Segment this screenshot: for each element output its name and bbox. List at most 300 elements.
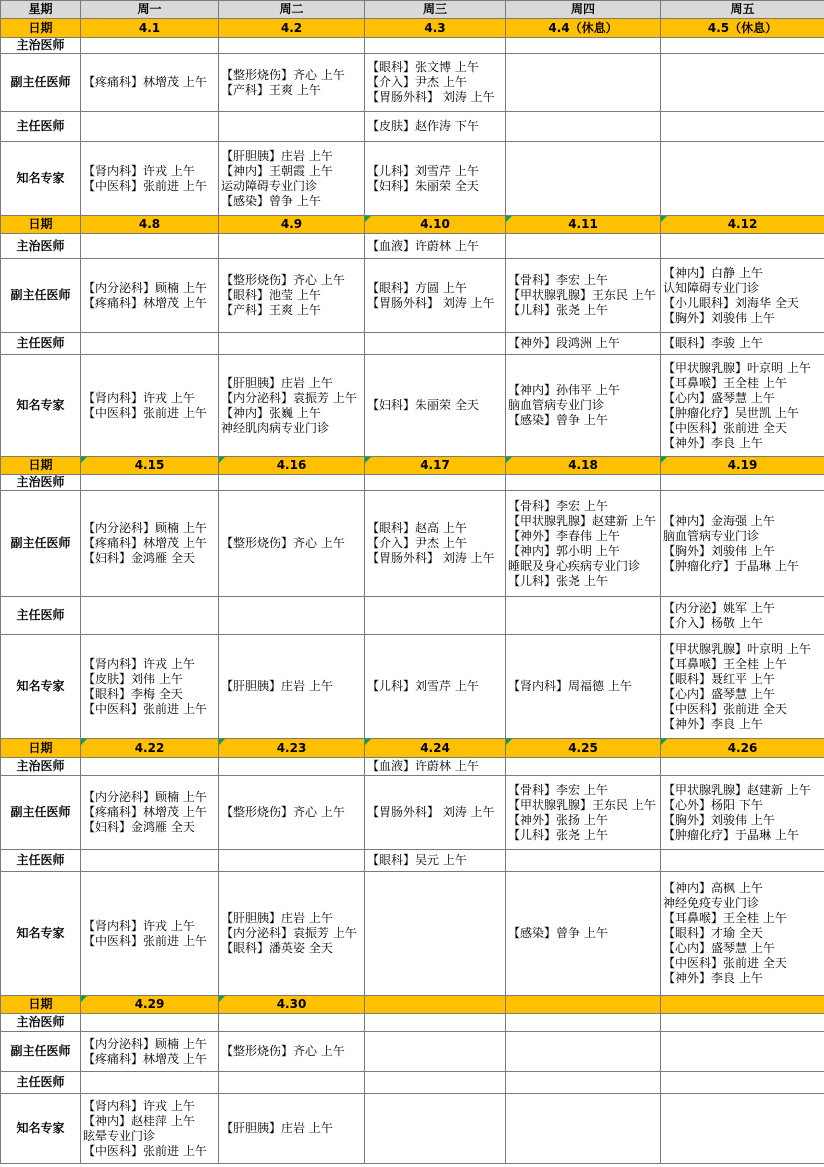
schedule-cell — [219, 1014, 365, 1032]
doctor-level-row — [1, 475, 824, 491]
date-cell — [365, 739, 506, 758]
clinic-entry: 【神内】张巍 上午 — [221, 405, 321, 420]
schedule-cell — [81, 333, 219, 355]
schedule-cell — [365, 758, 506, 776]
date-cell — [661, 996, 824, 1014]
doctor-level-row — [1, 758, 824, 776]
clinic-entry: 【介入】尹杰 上午 — [367, 536, 467, 550]
schedule-cell — [661, 1014, 824, 1032]
schedule-cell — [219, 1072, 365, 1094]
date-text: 4.3 — [424, 20, 446, 35]
date-text: 4.10 — [420, 217, 450, 231]
clinic-entry: 【感染】曾争 上午 — [508, 926, 608, 940]
schedule-cell — [365, 259, 506, 333]
doctor-level-label: 副主任医师 — [1, 1032, 81, 1072]
schedule-cell — [81, 38, 219, 54]
doctor-level-label: 知名专家 — [1, 635, 81, 739]
clinic-entry: 【甲状腺乳腺】叶京明 上午 — [663, 641, 811, 656]
schedule-cell — [506, 1014, 661, 1032]
clinic-entry: 【肝胆胰】庄岩 上午 — [221, 679, 333, 693]
date-cell — [365, 457, 506, 475]
clinic-entry: 【胸外】刘骏伟 上午 — [663, 812, 775, 827]
schedule-cell — [661, 38, 824, 54]
clinic-entry: 【耳鼻喉】王全桂 上午 — [663, 375, 787, 390]
date-text: 4.18 — [568, 458, 598, 472]
schedule-cell — [661, 142, 824, 216]
clinic-entry: 【神内】金海强 上午 — [663, 513, 775, 528]
date-text: 4.29 — [134, 997, 165, 1011]
schedule-cell — [219, 112, 365, 142]
doctor-level-row — [1, 1072, 824, 1094]
date-text: 4.25 — [568, 740, 598, 755]
schedule-cell — [219, 54, 365, 112]
date-row — [1, 996, 824, 1014]
schedule-cell — [506, 491, 661, 597]
clinic-entry: 【神内】白静 上午 — [663, 265, 763, 280]
clinic-entry: 【儿科】刘雪芹 上午 — [367, 163, 479, 178]
clinic-entry: 【肿瘤化疗】吴世凯 上午 — [663, 405, 799, 420]
clinic-entry: 【眼科】吴元 上午 — [367, 853, 467, 867]
clinic-entry: 【心外】杨阳 下午 — [663, 797, 763, 812]
clinic-entry: 【中医科】张前进 上午 — [83, 701, 207, 716]
clinic-entry: 【疼痛科】林增茂 上午 — [83, 1051, 207, 1066]
doctor-level-row — [1, 1014, 824, 1032]
schedule-cell — [219, 850, 365, 872]
clinic-entry: 【整形烧伤】齐心 上午 — [221, 67, 345, 82]
clinic-entry: 【神外】李良 上午 — [663, 435, 763, 450]
schedule-cell — [81, 850, 219, 872]
clinic-entry: 【内分泌科】袁振芳 上午 — [221, 926, 357, 940]
date-row — [1, 457, 824, 475]
doctor-level-row — [1, 597, 824, 635]
date-text: 4.26 — [727, 740, 758, 755]
schedule-cell — [506, 112, 661, 142]
schedule-cell — [506, 635, 661, 739]
schedule-cell — [506, 1072, 661, 1094]
clinic-entry: 【眼科】池莹 上午 — [221, 288, 321, 302]
clinic-entry: 【感染】曾争 上午 — [221, 193, 321, 208]
clinic-entry: 【儿科】张尧 上午 — [508, 827, 608, 842]
weekday-wednesday: 周三 — [365, 1, 506, 19]
clinic-entry: 【神内】赵桂萍 上午 — [83, 1113, 195, 1128]
date-cell — [506, 19, 661, 38]
schedule-cell — [81, 54, 219, 112]
clinic-entry: 【中医科】张前进 全天 — [663, 956, 787, 970]
clinic-entry: 【介入】杨敬 上午 — [663, 615, 763, 630]
date-cell — [81, 457, 219, 475]
comment-marker-icon — [365, 457, 371, 463]
clinic-entry: 脑血管病专业门诊 — [663, 528, 760, 543]
clinic-entry: 【骨科】李宏 上午 — [508, 782, 608, 797]
clinic-entry: 【内分泌科】顾楠 上午 — [83, 790, 207, 804]
schedule-cell — [219, 259, 365, 333]
schedule-cell — [219, 142, 365, 216]
schedule-cell — [661, 259, 824, 333]
doctor-level-row — [1, 1094, 824, 1164]
schedule-cell — [81, 491, 219, 597]
clinic-entry: 【中医科】张前进 上午 — [83, 933, 207, 948]
clinic-entry: 神经免疫专业门诊 — [663, 896, 760, 910]
date-cell — [81, 996, 219, 1014]
schedule-cell — [81, 597, 219, 635]
doctor-level-label: 知名专家 — [1, 1094, 81, 1164]
doctor-level-label: 主任医师 — [1, 112, 81, 142]
clinic-entry: 【甲状腺乳腺】赵建新 上午 — [508, 513, 656, 528]
clinic-entry: 【肝胆胰】庄岩 上午 — [221, 911, 333, 925]
schedule-cell — [506, 850, 661, 872]
doctor-level-row — [1, 142, 824, 216]
clinic-entry: 【甲状腺乳腺】王东民 上午 — [508, 797, 656, 812]
clinic-entry: 【眼科】聂红平 上午 — [663, 671, 775, 686]
doctor-level-row — [1, 1032, 824, 1072]
clinic-entry: 【中医科】张前进 全天 — [663, 420, 787, 435]
date-text: 4.30 — [276, 997, 307, 1011]
date-cell — [365, 216, 506, 234]
schedule-cell — [506, 597, 661, 635]
schedule-cell — [219, 758, 365, 776]
date-row — [1, 19, 824, 38]
clinic-entry: 【儿科】张尧 上午 — [508, 303, 608, 317]
doctor-level-label: 副主任医师 — [1, 491, 81, 597]
date-row-label: 日期 — [1, 457, 81, 475]
schedule-cell — [661, 872, 824, 996]
comment-marker-icon — [219, 739, 225, 745]
clinic-entry: 【介入】尹杰 上午 — [367, 75, 467, 89]
schedule-cell — [506, 142, 661, 216]
schedule-cell — [219, 38, 365, 54]
date-text: 4.16 — [276, 458, 307, 472]
schedule-cell — [219, 1094, 365, 1164]
schedule-cell — [81, 112, 219, 142]
schedule-cell — [81, 475, 219, 491]
clinic-entry: 【皮肤】刘伟 上午 — [83, 671, 183, 686]
date-cell — [219, 739, 365, 758]
clinic-entry: 【胃肠外科】 刘涛 上午 — [367, 295, 495, 310]
weekday-tuesday: 周二 — [219, 1, 365, 19]
date-text: 4.17 — [420, 458, 450, 472]
clinic-entry: 【神外】李春伟 上午 — [508, 528, 620, 543]
date-text: 4.22 — [134, 740, 165, 755]
clinic-entry: 【疼痛科】林增茂 上午 — [83, 536, 207, 550]
schedule-cell — [661, 1072, 824, 1094]
clinic-entry: 【儿科】刘雪芹 上午 — [367, 679, 479, 693]
clinic-entry: 【中医科】张前进 上午 — [83, 1143, 207, 1158]
date-cell — [365, 996, 506, 1014]
doctor-level-row — [1, 259, 824, 333]
schedule-cell — [365, 475, 506, 491]
clinic-entry: 【心内】盛琴慧 上午 — [663, 686, 775, 701]
schedule-cell — [219, 635, 365, 739]
doctor-level-row — [1, 776, 824, 850]
date-text: 4.23 — [276, 740, 307, 755]
schedule-cell — [661, 355, 824, 457]
date-text: 4.2 — [280, 20, 303, 35]
schedule-cell — [506, 1032, 661, 1072]
doctor-level-label: 主任医师 — [1, 597, 81, 635]
schedule-cell — [365, 38, 506, 54]
clinic-entry: 【神外】张扬 上午 — [508, 812, 608, 827]
comment-marker-icon — [219, 996, 225, 1002]
date-cell — [661, 739, 824, 758]
doctor-level-label: 主任医师 — [1, 1072, 81, 1094]
clinic-entry: 【整形烧伤】齐心 上午 — [221, 805, 345, 819]
doctor-level-label: 主治医师 — [1, 234, 81, 259]
clinic-entry: 【小儿眼科】刘海华 全天 — [663, 295, 799, 310]
clinic-entry: 【眼科】李骏 上午 — [663, 336, 763, 350]
clinic-entry: 【胃肠外科】 刘涛 上午 — [367, 805, 495, 819]
doctor-level-label: 知名专家 — [1, 872, 81, 996]
clinic-entry: 【感染】曾争 上午 — [508, 413, 608, 427]
clinic-entry: 【神外】段鸿洲 上午 — [508, 336, 620, 350]
clinic-entry: 【中医科】张前进 上午 — [83, 405, 207, 420]
schedule-cell — [506, 54, 661, 112]
schedule-cell — [81, 259, 219, 333]
schedule-cell — [661, 1094, 824, 1164]
schedule-cell — [661, 54, 824, 112]
comment-marker-icon — [81, 996, 87, 1002]
weekday-header-row — [1, 1, 824, 19]
schedule-cell — [661, 758, 824, 776]
comment-marker-icon — [661, 457, 667, 463]
clinic-entry: 【妇科】金鸿雁 全天 — [83, 820, 195, 834]
date-text: 4.15 — [134, 458, 165, 472]
clinic-entry: 【甲状腺乳腺】赵建新 上午 — [663, 782, 811, 797]
schedule-cell — [81, 142, 219, 216]
clinic-entry: 【胸外】刘骏伟 上午 — [663, 543, 775, 558]
clinic-entry: 【肾内科】许戎 上午 — [83, 1098, 195, 1113]
clinic-entry: 【神外】李良 上午 — [663, 971, 763, 985]
schedule-cell — [661, 597, 824, 635]
clinic-entry: 【肾内科】周福德 上午 — [508, 679, 632, 693]
weekday-header-label: 星期 — [1, 1, 81, 19]
schedule-cell — [81, 776, 219, 850]
clinic-entry: 【妇科】朱丽荣 全天 — [367, 178, 479, 193]
date-row — [1, 739, 824, 758]
clinic-entry: 【甲状腺乳腺】叶京明 上午 — [663, 360, 811, 375]
doctor-level-label: 知名专家 — [1, 142, 81, 216]
schedule-cell — [365, 355, 506, 457]
comment-marker-icon — [506, 216, 512, 222]
clinic-entry: 【内分泌科】顾楠 上午 — [83, 280, 207, 295]
clinic-entry: 【眼科】李梅 全天 — [83, 686, 183, 701]
comment-marker-icon — [661, 739, 667, 745]
clinic-entry: 【眼科】才瑜 全天 — [663, 926, 763, 940]
comment-marker-icon — [661, 216, 667, 222]
date-text: 4.24 — [420, 740, 450, 755]
comment-marker-icon — [506, 457, 512, 463]
date-text: 4.1 — [138, 20, 161, 35]
schedule-cell — [661, 234, 824, 259]
clinic-entry: 【肾内科】许戎 上午 — [83, 390, 195, 405]
clinic-entry: 【肾内科】许戎 上午 — [83, 918, 195, 933]
clinic-entry: 【耳鼻喉】王全桂 上午 — [663, 911, 787, 925]
doctor-level-row — [1, 234, 824, 259]
clinic-entry: 【肾内科】许戎 上午 — [83, 163, 195, 178]
schedule-cell — [506, 259, 661, 333]
date-cell — [219, 996, 365, 1014]
doctor-level-label: 主治医师 — [1, 475, 81, 491]
schedule-body — [1, 1, 824, 1164]
doctor-level-row — [1, 333, 824, 355]
clinic-entry: 【胸外】刘骏伟 上午 — [663, 310, 775, 325]
date-text: 4.9 — [280, 217, 303, 231]
clinic-entry: 【整形烧伤】齐心 上午 — [221, 536, 345, 550]
clinic-entry: 【疼痛科】林增茂 上午 — [83, 805, 207, 819]
date-text: 4.4（休息） — [548, 20, 618, 35]
date-cell — [81, 216, 219, 234]
date-text: 4.5（休息） — [707, 20, 778, 35]
date-row-label: 日期 — [1, 739, 81, 758]
clinic-entry: 【血液】许蔚林 上午 — [367, 238, 479, 253]
schedule-cell — [219, 355, 365, 457]
clinic-entry: 【神内】孙伟平 上午 — [508, 383, 620, 397]
schedule-cell — [506, 38, 661, 54]
clinic-entry: 【血液】许蔚林 上午 — [367, 759, 479, 773]
date-cell — [506, 996, 661, 1014]
schedule-cell — [506, 234, 661, 259]
clinic-entry: 【肾内科】许戎 上午 — [83, 656, 195, 671]
date-cell — [661, 216, 824, 234]
schedule-cell — [506, 872, 661, 996]
clinic-entry: 认知障碍专业门诊 — [663, 280, 760, 295]
clinic-entry: 【胃肠外科】 刘涛 上午 — [367, 551, 495, 565]
clinic-entry: 【整形烧伤】齐心 上午 — [221, 1044, 345, 1058]
schedule-cell — [506, 475, 661, 491]
clinic-entry: 【眼科】张文博 上午 — [367, 60, 479, 74]
schedule-cell — [219, 597, 365, 635]
date-cell — [506, 216, 661, 234]
weekday-friday: 周五 — [661, 1, 824, 19]
doctor-level-label: 主治医师 — [1, 1014, 81, 1032]
date-cell — [365, 19, 506, 38]
schedule-cell — [81, 1094, 219, 1164]
schedule-cell — [365, 776, 506, 850]
date-row-label: 日期 — [1, 19, 81, 38]
doctor-level-row — [1, 54, 824, 112]
clinic-entry: 神经肌肉病专业门诊 — [221, 420, 330, 435]
date-text: 4.19 — [727, 458, 758, 472]
clinic-entry: 【眼科】潘英姿 全天 — [221, 941, 333, 955]
clinic-entry: 【肿瘤化疗】于晶琳 上午 — [663, 827, 799, 842]
schedule-cell — [661, 491, 824, 597]
clinic-entry: 【内分泌】姚军 上午 — [663, 600, 775, 615]
date-text: 4.12 — [727, 217, 758, 231]
schedule-cell — [219, 491, 365, 597]
schedule-cell — [81, 635, 219, 739]
schedule-cell — [661, 475, 824, 491]
schedule-cell — [81, 872, 219, 996]
clinic-entry: 【中医科】张前进 全天 — [663, 701, 787, 716]
clinic-entry: 【妇科】朱丽荣 全天 — [367, 398, 479, 412]
clinic-entry: 睡眠及身心疾病专业门诊 — [508, 558, 641, 573]
clinic-entry: 【内分泌科】顾楠 上午 — [83, 521, 207, 535]
clinic-entry: 【甲状腺乳腺】王东民 上午 — [508, 288, 656, 302]
schedule-cell — [506, 758, 661, 776]
clinic-entry: 【疼痛科】林增茂 上午 — [83, 75, 207, 89]
schedule-cell — [219, 333, 365, 355]
clinic-entry: 【妇科】金鸿雁 全天 — [83, 551, 195, 565]
weekday-thursday: 周四 — [506, 1, 661, 19]
clinic-entry: 【产科】王爽 上午 — [221, 303, 321, 317]
comment-marker-icon — [365, 216, 371, 222]
clinic-entry: 【神内】高枫 上午 — [663, 881, 763, 895]
schedule-cell — [506, 333, 661, 355]
schedule-cell — [81, 355, 219, 457]
schedule-cell — [365, 850, 506, 872]
doctor-level-row — [1, 355, 824, 457]
doctor-level-row — [1, 635, 824, 739]
doctor-level-label: 知名专家 — [1, 355, 81, 457]
clinic-entry: 【神外】李良 上午 — [663, 716, 763, 731]
clinic-entry: 【肝胆胰】庄岩 上午 — [221, 148, 333, 163]
schedule-cell — [506, 776, 661, 850]
schedule-cell — [365, 112, 506, 142]
clinic-entry: 【眼科】赵高 上午 — [367, 521, 467, 535]
clinic-entry: 眩晕专业门诊 — [83, 1128, 156, 1143]
comment-marker-icon — [81, 739, 87, 745]
schedule-cell — [365, 635, 506, 739]
clinic-entry: 【骨科】李宏 上午 — [508, 273, 608, 287]
clinic-entry: 【皮肤】赵作涛 下午 — [367, 119, 479, 133]
clinic-entry: 【心内】盛琴慧 上午 — [663, 941, 775, 955]
date-text: 4.11 — [568, 217, 598, 231]
date-cell — [81, 739, 219, 758]
schedule-cell — [365, 872, 506, 996]
doctor-level-label: 主治医师 — [1, 758, 81, 776]
clinic-entry: 【眼科】方圆 上午 — [367, 280, 467, 295]
schedule-cell — [365, 333, 506, 355]
date-text: 4.8 — [138, 217, 161, 231]
date-row-label: 日期 — [1, 996, 81, 1014]
schedule-cell — [661, 112, 824, 142]
comment-marker-icon — [506, 739, 512, 745]
schedule-cell — [365, 1014, 506, 1032]
schedule-cell — [81, 758, 219, 776]
date-row-label: 日期 — [1, 216, 81, 234]
date-cell — [219, 216, 365, 234]
clinic-entry: 【骨科】李宏 上午 — [508, 498, 608, 513]
doctor-level-label: 主任医师 — [1, 850, 81, 872]
clinic-entry: 【中医科】张前进 上午 — [83, 178, 207, 193]
weekday-monday: 周一 — [81, 1, 219, 19]
schedule-cell — [365, 597, 506, 635]
date-cell — [506, 739, 661, 758]
comment-marker-icon — [81, 457, 87, 463]
schedule-cell — [365, 1072, 506, 1094]
clinic-entry: 【产科】王爽 上午 — [221, 82, 321, 97]
schedule-cell — [81, 1032, 219, 1072]
date-cell — [219, 457, 365, 475]
clinic-entry: 【儿科】张尧 上午 — [508, 573, 608, 588]
date-cell — [506, 457, 661, 475]
comment-marker-icon — [219, 457, 225, 463]
doctor-level-row — [1, 850, 824, 872]
schedule-cell — [219, 1032, 365, 1072]
clinic-entry: 运动障碍专业门诊 — [221, 178, 318, 193]
schedule-cell — [661, 1032, 824, 1072]
doctor-level-row — [1, 491, 824, 597]
schedule-cell — [219, 234, 365, 259]
schedule-cell — [219, 872, 365, 996]
doctor-level-label: 副主任医师 — [1, 776, 81, 850]
schedule-cell — [219, 475, 365, 491]
schedule-cell — [81, 234, 219, 259]
date-cell — [219, 19, 365, 38]
clinic-entry: 【耳鼻喉】王全桂 上午 — [663, 656, 787, 671]
schedule-cell — [365, 1032, 506, 1072]
schedule-cell — [81, 1072, 219, 1094]
doctor-level-label: 副主任医师 — [1, 259, 81, 333]
